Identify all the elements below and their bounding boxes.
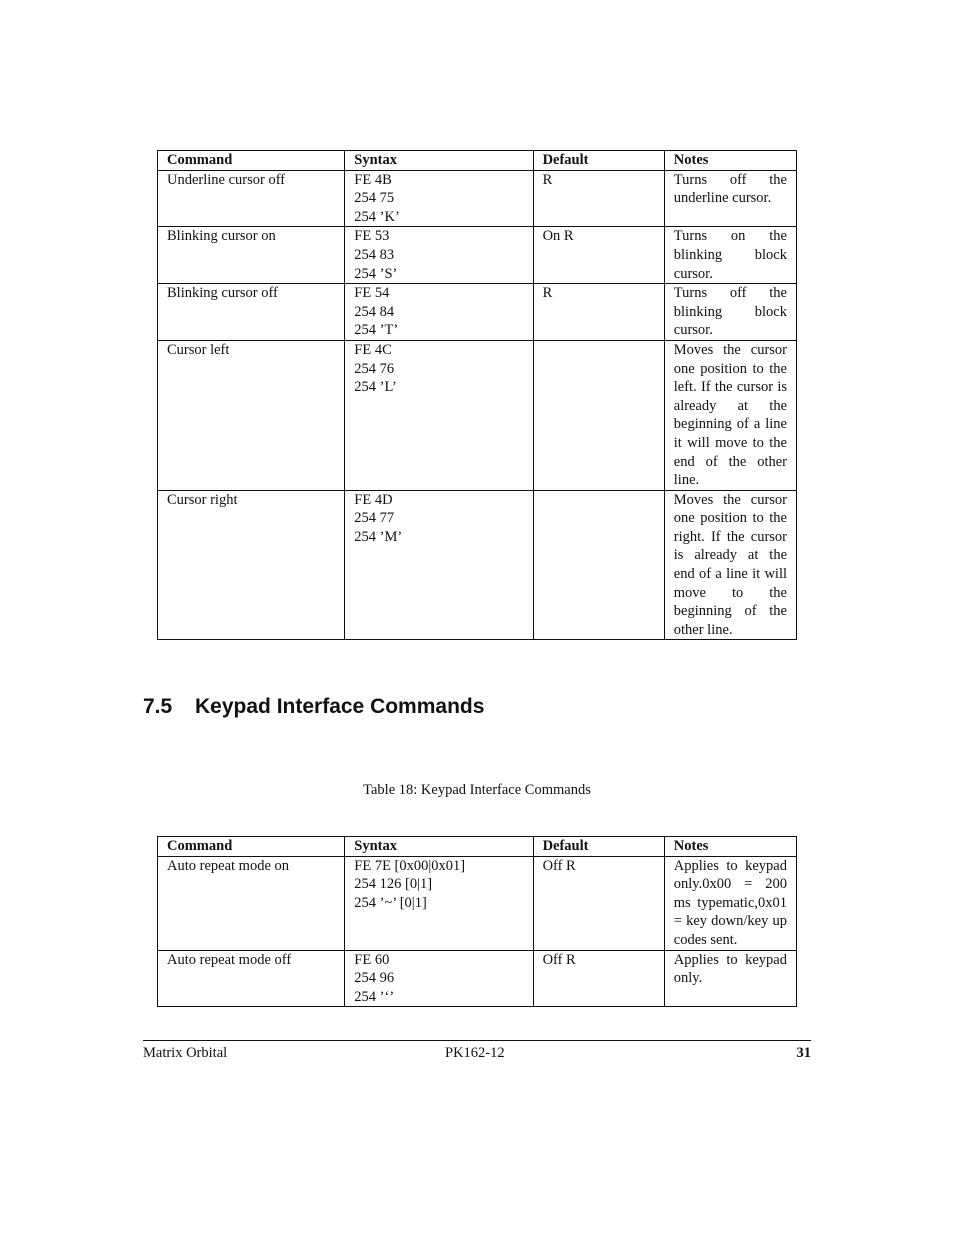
syntax-ascii: 254 ’‘’ [354,988,395,1005]
table-row [158,950,797,1007]
cell-notes: Moves the cursor one position to the right. If the cursor is already at the end of a line it will move to the beginning of the other line. [664,490,796,640]
syntax-ascii: 254 ’L’ [354,379,397,396]
syntax-hex: FE 60 [354,951,390,968]
cell-notes: Applies to keypad only.0x00 = 200 ms typematic,0x01 = key down/key up codes sent. [664,856,796,950]
cell-syntax [345,284,533,341]
syntax-decimal: 254 84 [354,303,395,320]
section-title: Keypad Interface Commands [195,695,485,718]
syntax-hex: FE 4D [354,491,393,508]
syntax-decimal: 254 126 [0|1] [354,876,433,893]
cell-notes: Turns off the blinking block cursor. [664,284,796,341]
syntax-hex: FE 4C [354,341,392,358]
table-row [158,170,797,227]
table-row [158,340,797,490]
syntax-hex: FE 7E [0x00|0x01] [354,857,466,874]
cell-notes: Turns on the blinking block cursor. [664,227,796,284]
table-row [158,856,797,950]
footer-model: PK162-12 [445,1045,505,1061]
cell-default [533,490,664,640]
syntax-ascii: 254 ’K’ [354,208,400,225]
cell-notes: Turns off the underline cursor. [664,170,796,227]
cell-command: Blinking cursor on [158,227,345,284]
cell-syntax [345,340,533,490]
table-row [158,227,797,284]
cell-command: Blinking cursor off [158,284,345,341]
syntax-ascii: 254 ’S’ [354,265,398,282]
cell-default: On R [533,227,664,284]
syntax-decimal: 254 77 [354,510,395,527]
cell-syntax [345,490,533,640]
page-number: 31 [796,1045,811,1061]
syntax-ascii: 254 ’~’ [0|1] [354,894,427,911]
cell-default: R [533,284,664,341]
cell-command: Underline cursor off [158,170,345,227]
syntax-ascii: 254 ’T’ [354,322,399,339]
keypad-commands-table [157,836,797,1007]
syntax-hex: FE 4B [354,171,392,188]
cell-syntax [345,950,533,1007]
header-command: Command [158,837,345,857]
cell-command: Auto repeat mode on [158,856,345,950]
syntax-hex: FE 54 [354,285,390,302]
footer-company: Matrix Orbital [143,1045,228,1061]
header-syntax: Syntax [345,837,533,857]
table-header-row [158,837,797,857]
header-default: Default [533,837,664,857]
syntax-decimal: 254 96 [354,970,395,987]
syntax-decimal: 254 75 [354,190,395,207]
cell-default [533,340,664,490]
header-notes: Notes [664,837,796,857]
cell-default: R [533,170,664,227]
cell-syntax [345,227,533,284]
header-notes: Notes [664,151,796,171]
table-row [158,490,797,640]
cell-command: Cursor right [158,490,345,640]
section-heading [143,695,484,719]
table-caption: Table 18: Keypad Interface Commands [363,782,591,798]
cell-command: Auto repeat mode off [158,950,345,1007]
cell-default: Off R [533,950,664,1007]
cell-syntax [345,856,533,950]
table-row [158,284,797,341]
syntax-decimal: 254 83 [354,246,395,263]
cell-default: Off R [533,856,664,950]
cell-syntax [345,170,533,227]
cell-notes: Moves the cursor one position to the left. If the cursor is already at the beginning of a line it will move to the end of the other line. [664,340,796,490]
footer-rule [143,1040,811,1041]
syntax-ascii: 254 ’M’ [354,528,403,545]
syntax-hex: FE 53 [354,228,390,245]
table-header-row [158,151,797,171]
header-command: Command [158,151,345,171]
header-syntax: Syntax [345,151,533,171]
cursor-commands-table [157,150,797,640]
cell-command: Cursor left [158,340,345,490]
header-default: Default [533,151,664,171]
section-number: 7.5 [143,695,173,718]
cell-notes: Applies to keypad only. [664,950,796,1007]
syntax-decimal: 254 76 [354,360,395,377]
